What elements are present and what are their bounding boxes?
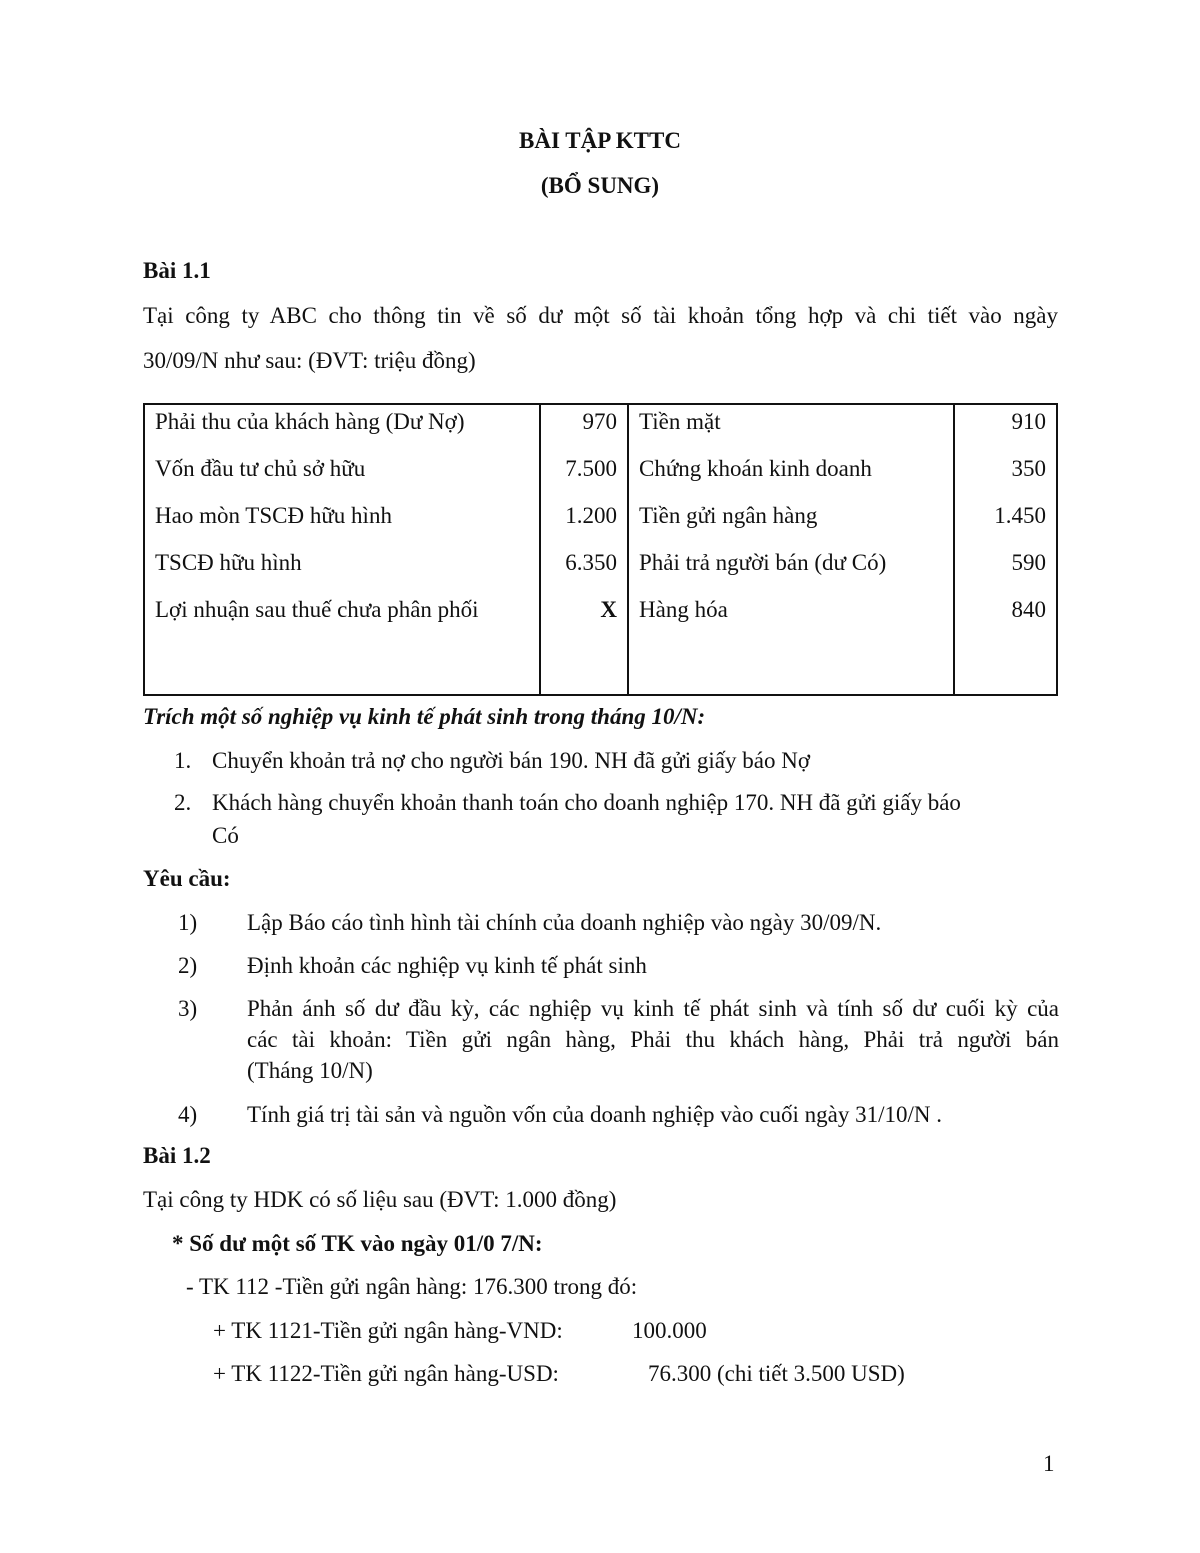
- requirements-heading: Yêu cầu:: [143, 866, 231, 891]
- tk1122-label: + TK 1122-Tiền gửi ngân hàng-USD:: [213, 1361, 559, 1386]
- left-account-value: X: [540, 597, 628, 644]
- right-account-value: 840: [954, 597, 1057, 644]
- document-subtitle: (BỔ SUNG): [540, 173, 660, 198]
- requirement-number: 3): [178, 996, 198, 1021]
- requirement-text: Tính giá trị tài sản và nguồn vốn của doanh nghiệp vào cuối ngày 31/10/N .: [247, 1102, 942, 1127]
- exercise-1-heading: Bài 1.1: [143, 258, 211, 283]
- table-row: [144, 456, 1057, 503]
- left-account-value: 7.500: [540, 456, 628, 503]
- transaction-number: 2.: [174, 790, 192, 815]
- right-account-label: Chứng khoán kinh doanh: [628, 456, 954, 503]
- left-account-label: Lợi nhuận sau thuế chưa phân phối: [144, 597, 540, 644]
- table-row: [144, 597, 1057, 644]
- left-account-label: Hao mòn TSCĐ hữu hình: [144, 503, 540, 550]
- exercise-2-intro: Tại công ty HDK có số liệu sau (ĐVT: 1.000 đồng): [143, 1187, 617, 1212]
- left-account-label: Phải thu của khách hàng (Dư Nợ): [144, 404, 540, 456]
- requirement-text-cont: (Tháng 10/N): [247, 1058, 373, 1083]
- requirement-number: 2): [178, 953, 198, 978]
- requirement-text: Phản ánh số dư đầu kỳ, các nghiệp vụ kinh tế phát sinh và tính số dư cuối kỳ của: [247, 996, 1059, 1021]
- exercise-2-heading: Bài 1.2: [143, 1143, 211, 1168]
- exercise-1-intro-line1: Tại công ty ABC cho thông tin về số dư một số tài khoản tổng hợp và chi tiết vào ngày: [143, 303, 1058, 328]
- table-row: [144, 503, 1057, 550]
- left-account-label: TSCĐ hữu hình: [144, 550, 540, 597]
- right-account-value: 350: [954, 456, 1057, 503]
- balance-heading: * Số dư một số TK vào ngày 01/0 7/N:: [172, 1231, 543, 1256]
- right-account-label: Tiền mặt: [628, 404, 954, 456]
- right-account-label: Tiền gửi ngân hàng: [628, 503, 954, 550]
- transaction-text: Khách hàng chuyển khoản thanh toán cho doanh nghiệp 170. NH đã gửi giấy báo: [212, 790, 961, 815]
- document-title: BÀI TẬP KTTC: [519, 128, 681, 153]
- requirement-number: 4): [178, 1102, 198, 1127]
- transactions-heading: Trích một số nghiệp vụ kinh tế phát sinh trong tháng 10/N:: [143, 704, 706, 729]
- requirement-text: Định khoản các nghiệp vụ kinh tế phát sinh: [247, 953, 647, 978]
- requirement-text: Lập Báo cáo tình hình tài chính của doanh nghiệp vào ngày 30/09/N.: [247, 910, 882, 935]
- requirement-text-cont: các tài khoản: Tiền gửi ngân hàng, Phải thu khách hàng, Phải trả người bán: [247, 1027, 1059, 1052]
- requirement-number: 1): [178, 910, 198, 935]
- right-account-value: 1.450: [954, 503, 1057, 550]
- table-row: [144, 404, 1057, 456]
- left-account-value: 1.200: [540, 503, 628, 550]
- left-account-label: Vốn đầu tư chủ sở hữu: [144, 456, 540, 503]
- page-number: 1: [1043, 1451, 1055, 1476]
- right-account-value: 910: [954, 404, 1057, 456]
- right-account-label: Phải trả người bán (dư Có): [628, 550, 954, 597]
- table-row: [144, 550, 1057, 597]
- transaction-text-cont: Có: [212, 823, 239, 848]
- tk1121-label: + TK 1121-Tiền gửi ngân hàng-VND:: [213, 1318, 563, 1343]
- right-account-value: 590: [954, 550, 1057, 597]
- tk112-line: - TK 112 -Tiền gửi ngân hàng: 176.300 trong đó:: [186, 1274, 638, 1299]
- tk1121-value: 100.000: [632, 1318, 707, 1343]
- transaction-number: 1.: [174, 748, 192, 773]
- tk1122-value: 76.300 (chi tiết 3.500 USD): [648, 1361, 905, 1386]
- left-account-value: 6.350: [540, 550, 628, 597]
- table-row-empty: [144, 644, 1057, 695]
- right-account-label: Hàng hóa: [628, 597, 954, 644]
- transaction-text: Chuyển khoản trả nợ cho người bán 190. NH đã gửi giấy báo Nợ: [212, 748, 810, 773]
- balance-table: [143, 403, 1058, 696]
- left-account-value: 970: [540, 404, 628, 456]
- exercise-1-intro-line2: 30/09/N như sau: (ĐVT: triệu đồng): [143, 348, 476, 373]
